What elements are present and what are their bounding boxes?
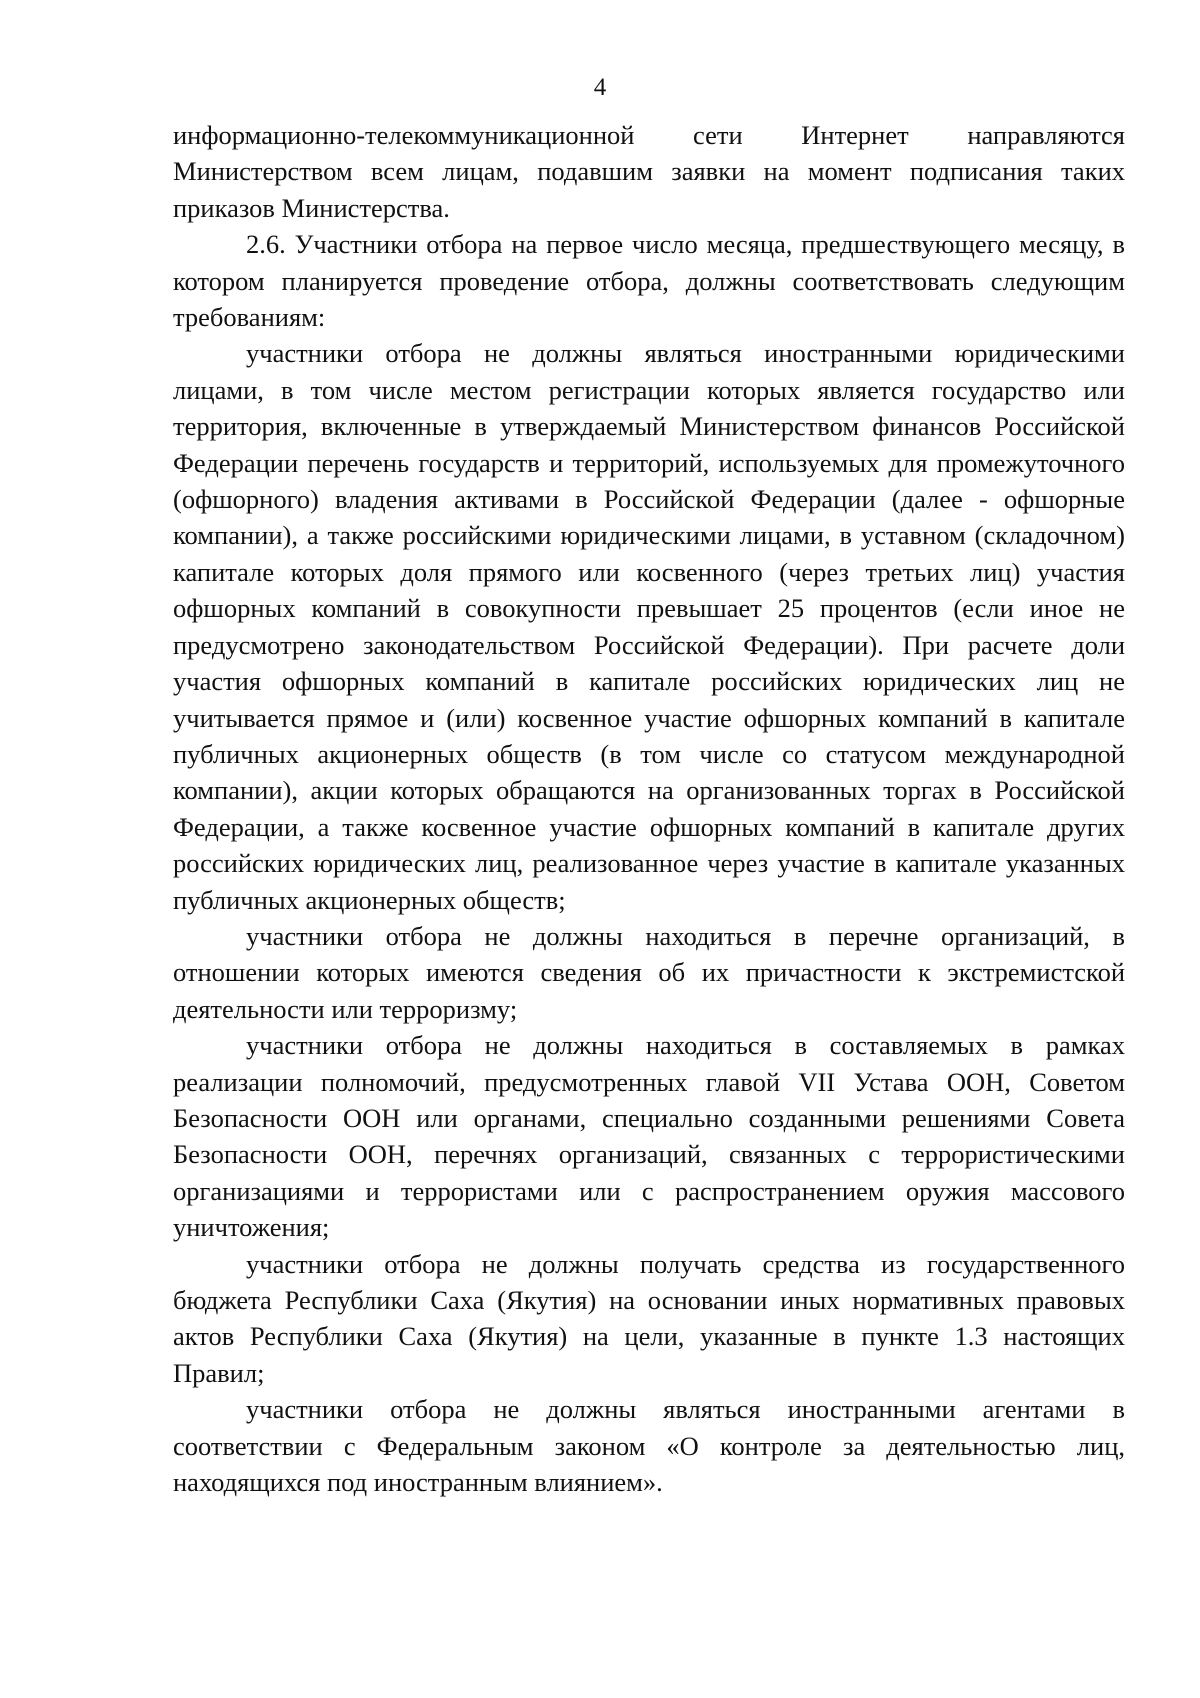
document-body <box>173 117 1125 1500</box>
paragraph-requirement-un-lists: участники отбора не должны находиться в составляемых в рамках реализации полномочий, предусмотренных главой VII Устава ООН, Советом Безопасности ООН или органами, специально созданными решениями Совета Безопасности ООН, перечнях организаций, связанных с террористическими организациями и террористами или с распространением оружия массового уничтожения; <box>173 1030 1125 1243</box>
paragraph-continuation: информационно-телекоммуникационной сети Интернет направляются Министерством всем лицам, подавшим заявки на момент подписания таких приказов Министерства. <box>173 120 1125 223</box>
paragraph-requirement-budget: участники отбора не должны получать средства из государственного бюджета Республики Саха (Якутия) на основании иных нормативных правовых актов Республики Саха (Якутия) на цели, указанные в пункте 1.3 настоящих Правил; <box>173 1248 1125 1388</box>
page-number: 4 <box>593 74 607 101</box>
paragraph-requirement-foreign-agents: участники отбора не должны являться иностранными агентами в соответствии с Федеральным законом «О контроле за деятельностью лиц, находящихся под иностранным влиянием». <box>173 1394 1125 1498</box>
paragraph-requirement-extremism: участники отбора не должны находиться в перечне организаций, в отношении которых имеются сведения об их причастности к экстремистской деятельности или терроризму; <box>173 920 1125 1024</box>
paragraph-requirement-offshore: участники отбора не должны являться иностранными юридическими лицами, в том числе местом регистрации которых является государство или территория, включенные в утверждаемый Министерством финансов Российской Федерации перечень государств и территорий, используемых для промежуточного (офшорного) владения активами в Российской Федерации (далее - офшорные компании), а также российскими юридическими лицами, в уставном (складочном) капитале которых доля прямого или косвенного (через третьих лиц) участия офшорных компаний в совокупности превышает 25 процентов (если иное не предусмотрено законодательством Российской Федерации). При расчете доли участия офшорных компаний в капитале российских юридических лиц не учитывается прямое и (или) косвенное участие офшорных компаний в капитале публичных акционерных обществ (в том числе со статусом международной компании), акции которых обращаются на организованных торгах в Российской Федерации, а также косвенное участие офшорных компаний в капитале других российских юридических лиц, реализованное через участие в капитале указанных публичных акционерных обществ; <box>173 338 1125 915</box>
paragraph-clause-2-6: 2.6. Участники отбора на первое число месяца, предшествующего месяцу, в котором планируется проведение отбора, должны соответствовать следующим требованиям: <box>173 229 1125 333</box>
